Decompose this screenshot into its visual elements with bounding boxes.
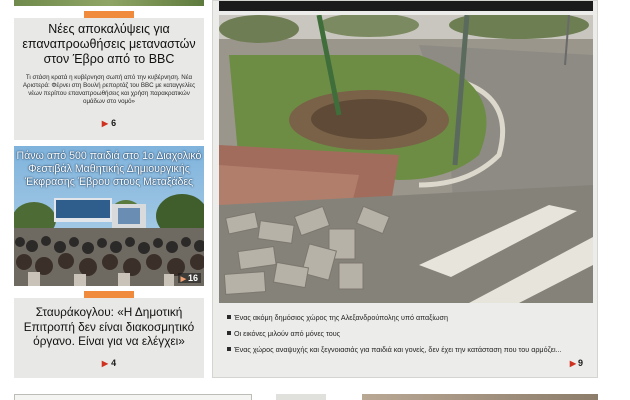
photo-captions [227,313,589,361]
main-photo [219,15,593,303]
top-photo-strip [14,0,204,6]
story3-page-number: 4 [111,358,117,368]
main-title-strip [219,1,593,11]
story3-headline[interactable]: Σταυράκογλου: «Η Δημοτική Επιτροπή δεν είναι διακοσμητικό όργανο. Είναι για να ελέγχει» [23,305,195,348]
bullet-square-icon [227,347,231,351]
triangle-icon: ▶ [569,359,576,368]
story1-page-ref [14,118,204,128]
main-story-panel[interactable] [212,0,598,378]
main-page-ref [570,358,583,368]
story3-page-ref [14,358,204,368]
bullet-square-icon [227,315,231,319]
bullet-square-icon [227,331,231,335]
caption-item: Ένας ακόμη δημόσιος χώρος της Αλεξανδρούπολης υπό απαξίωση [227,313,589,322]
bottom-box-middle [276,394,326,400]
bottom-photo-right [362,394,598,400]
story3-card[interactable] [14,298,204,378]
story2-page-number: 16 [187,273,198,283]
story1-headline[interactable]: Νέες αποκαλύψεις για επαναπροωθήσεις μεταναστών στον Έβρο από το BBC [22,22,196,66]
triangle-icon: ▶ [180,276,186,283]
story1-card[interactable] [14,18,204,140]
triangle-icon: ▶ [101,359,109,368]
story2-photo[interactable] [14,146,204,286]
caption-item: Ένας χώρος αναψυχής και ξεγνοιασιάς για παιδιά και γονείς, δεν έχει την κατάσταση που του αρμόζει... [227,345,589,354]
story2-overlay-text: Πάνω από 500 παιδιά στο 1ο Διαχολικό Φεστιβάλ Μαθητικής Δημιουργικής Έκφρασης Έβρου στους Μεταξάδες [16,150,202,188]
caption-item: Οι εικόνες μιλούν από μόνες τους [227,329,589,338]
story2-page-ref [178,273,201,283]
bottom-box-left [14,394,252,400]
story1-blurb: Τι στάση κρατά η κυβέρνηση σωπή από την κυβέρνηση. Νέα Αριστερά: Φέρνει στη Βουλή ρεπορτάζ του BBC με καταγγελίες νέων περίπου επαναπροωθήσεις και χρήση παρακρατικών ομάδων στο νομό» [22,74,196,105]
story1-page-number: 6 [111,118,117,128]
triangle-icon: ▶ [101,119,109,128]
main-page-number: 9 [577,358,583,368]
